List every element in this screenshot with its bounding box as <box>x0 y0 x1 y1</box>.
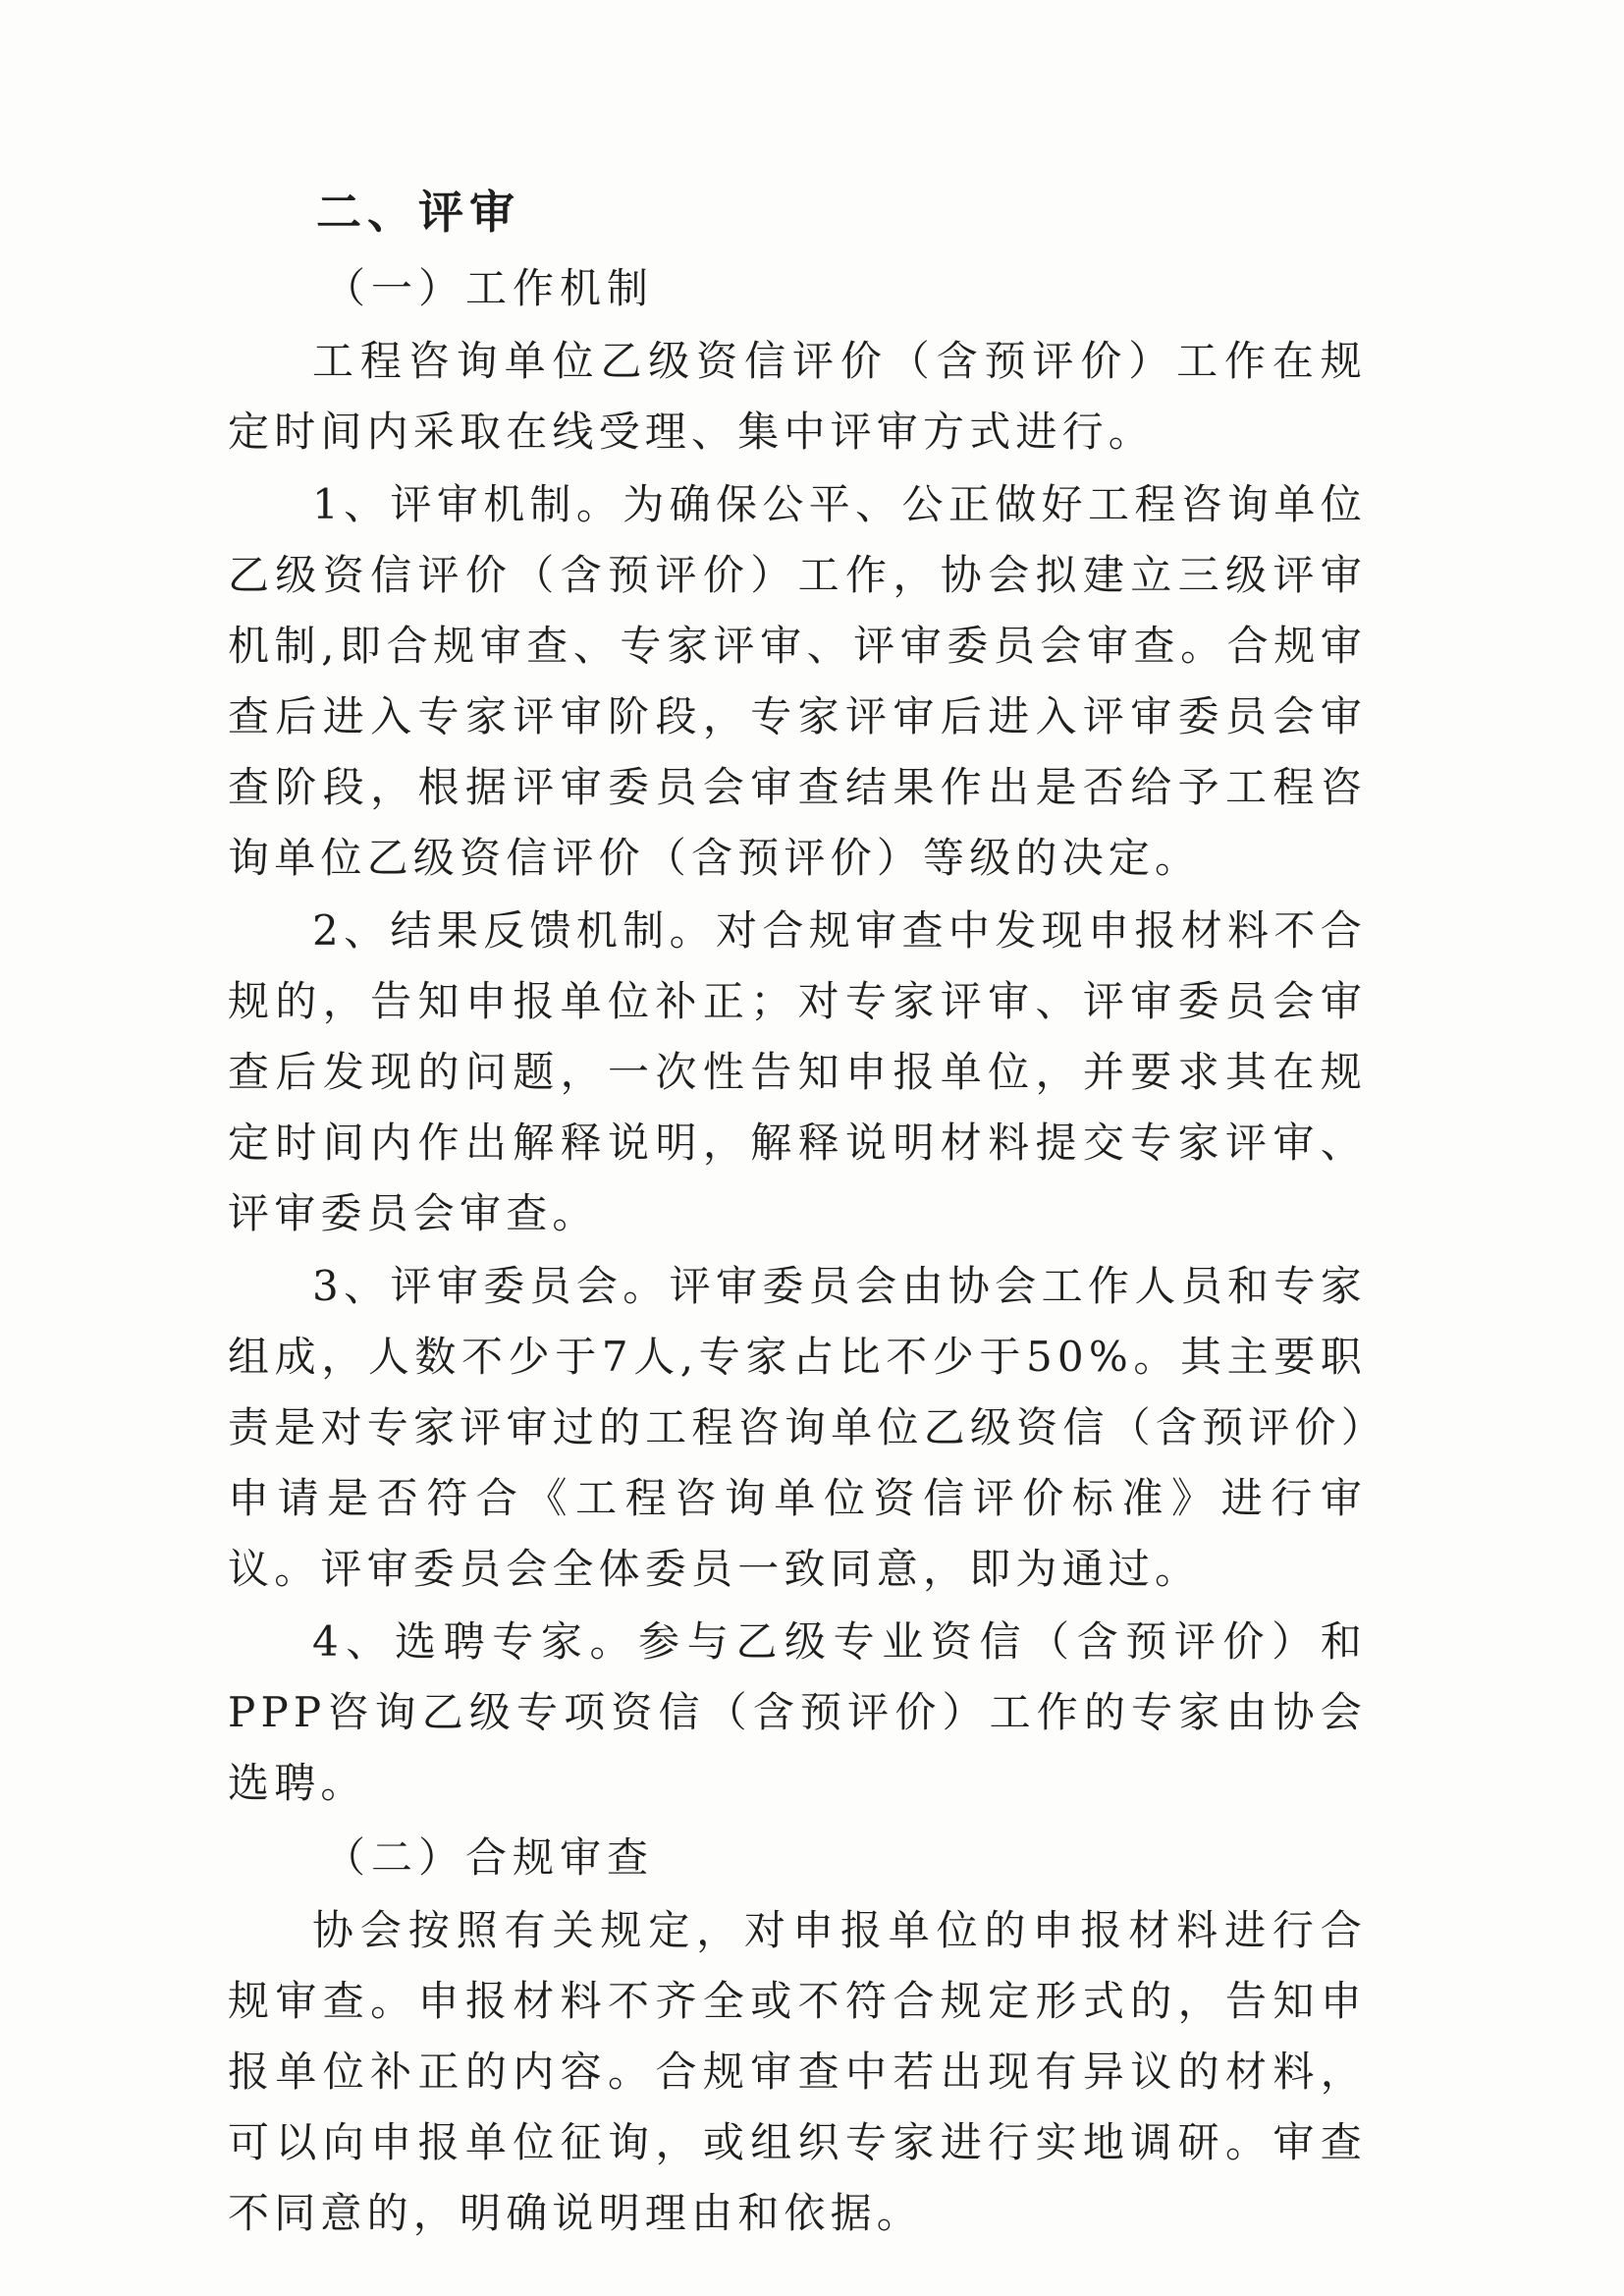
paragraph-review-mechanism: 1、评审机制。为确保公平、公正做好工程咨询单位乙级资信评价（含预评价）工作，协会拟建立三级评审机制,即合规审查、专家评审、评审委员会审查。合规审查后进入专家评审阶段，专家评审后进入评审委员会审查阶段，根据评审委员会审查结果作出是否给予工程咨询单位乙级资信评价（含预评价）等级的决定。 <box>228 480 1367 882</box>
paragraph-feedback-mechanism: 2、结果反馈机制。对合规审查中发现申报材料不合规的，告知申报单位补正；对专家评审、评审委员会审查后发现的问题，一次性告知申报单位，并要求其在规定时间内作出解释说明，解释说明材料提交专家评审、评审委员会审查。 <box>228 906 1367 1237</box>
paragraph-compliance-review: 协会按照有关规定，对申报单位的申报材料进行合规审查。申报材料不齐全或不符合规定形式的，告知申报单位补正的内容。合规审查中若出现有异议的材料，可以向申报单位征询，或组织专家进行实地调研。审查不同意的，明确说明理由和依据。 <box>228 1906 1367 2237</box>
subsection-title-compliance-review: （二）合规审查 <box>324 1833 655 1882</box>
section-heading: 二、评审 <box>316 186 520 239</box>
paragraph-intro: 工程咨询单位乙级资信评价（含预评价）工作在规定时间内采取在线受理、集中评审方式进行。 <box>228 337 1367 456</box>
paragraph-expert-selection: 4、选聘专家。参与乙级专业资信（含预评价）和PPP咨询乙级专项资信（含预评价）工作的专家由协会选聘。 <box>228 1617 1367 1807</box>
subsection-title-work-mechanism: （一）工作机制 <box>324 264 655 312</box>
paragraph-review-committee: 3、评审委员会。评审委员会由协会工作人员和专家组成，人数不少于7人,专家占比不少于50%。其主要职责是对专家评审过的工程咨询单位乙级资信（含预评价）申请是否符合《工程咨询单位资信评价标准》进行审议。评审委员会全体委员一致同意，即为通过。 <box>228 1262 1367 1593</box>
document-body <box>228 175 1367 2249</box>
